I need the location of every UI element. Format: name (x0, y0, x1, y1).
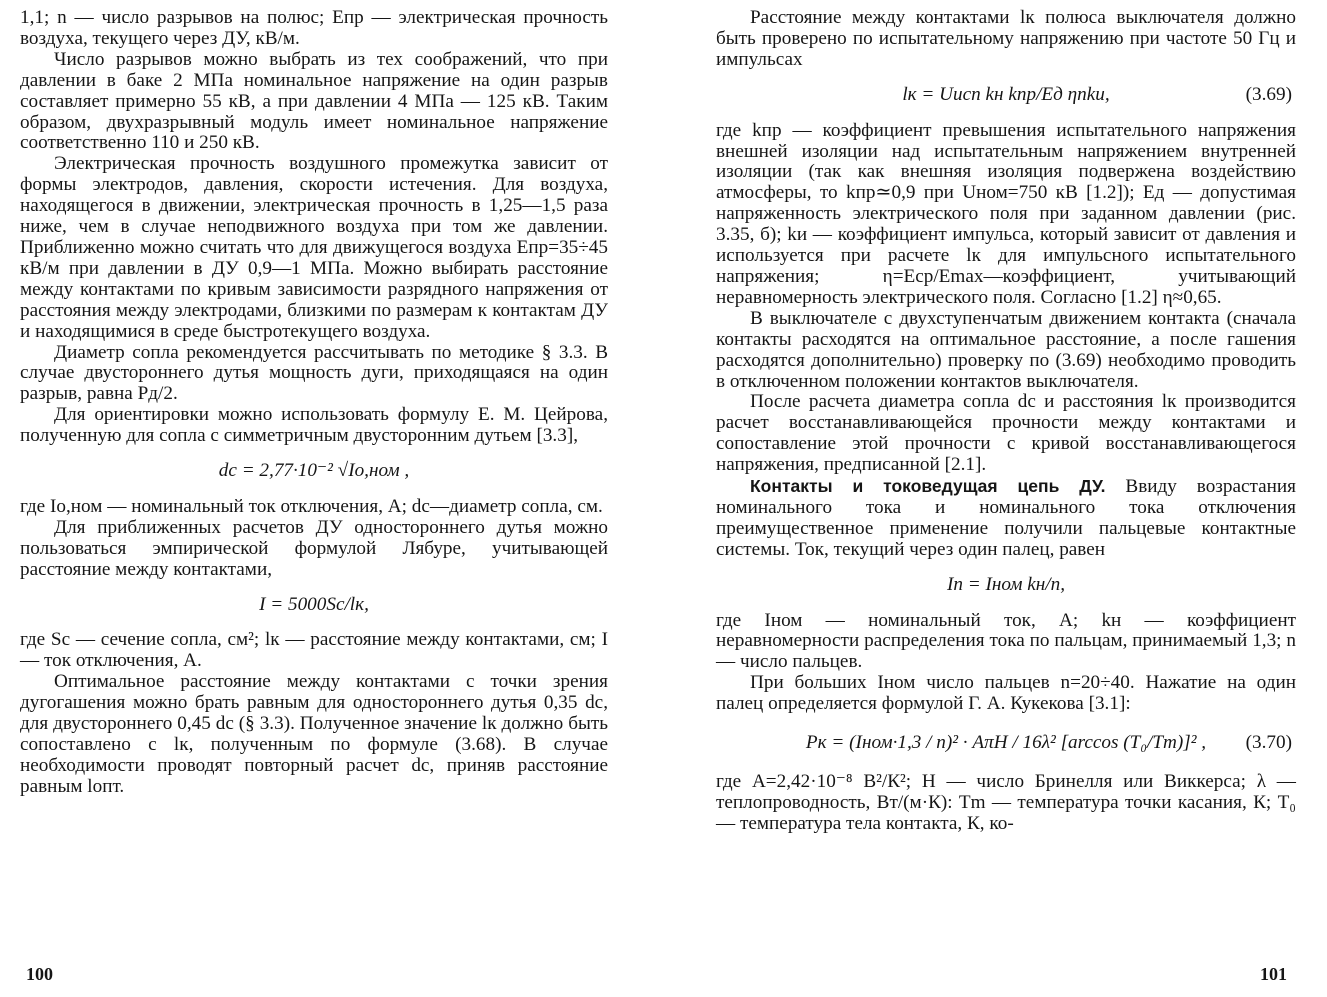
right-page-text (716, 8, 1296, 835)
paragraph: Для ориентировки можно использовать формулу Е. М. Цейрова, полученную для сопла с симметричным двусторонним дутьем [3.3], (20, 404, 608, 447)
formula-part-right: AπH / 16λ² [arccos (T₀/Tm)]² , (972, 732, 1207, 754)
formula-part-left: Pк = (Iном·1,3 / n)² · (805, 732, 968, 754)
equation-number: (3.70) (1245, 732, 1292, 754)
left-page-text (20, 8, 608, 798)
formula-nozzle-diameter: dс = 2,77·10⁻² √Iо,ном , (218, 460, 410, 482)
page-number: 100 (26, 964, 53, 985)
paragraph: Диаметр сопла рекомендуется рассчитывать по методике § 3.3. В случае двустороннего дутья мощность дуги, приходящаяся на один разрыв, равна Pд/2. (20, 341, 608, 405)
formula-labure: I = 5000Sс/lк, (259, 593, 369, 615)
paragraph (716, 476, 1296, 561)
paragraph: где A=2,42·10⁻⁸ В²/К²; H — число Бринелля или Виккерса; λ — теплопроводность, Вт/(м·К): Tm — температура точки касания, К; T₀ — температура тела контакта, К, ко- (716, 771, 1296, 834)
paragraph: Оптимальное расстояние между контактами с точки зрения дугогашения можно брать равным для одностороннего дутья 0,35 dс, для двустороннего 0,45 dс (§ 3.3). Полученное значение lк должно быть сопоставлено с lк, полученным по формуле (3.68). В случае необходимости проводят повторный расчет dс, приняв расстояние равным lопт. (20, 671, 608, 797)
paragraph: Для приближенных расчетов ДУ одностороннего дутья можно пользоваться эмпирической формулой Лябуре, учитывающей расстояние между контактами, (20, 516, 608, 580)
formula-finger-current: Iп = Iном kн/n, (946, 573, 1066, 595)
formula-3-69 (716, 85, 1296, 106)
section-heading: Контакты и токоведущая цепь ДУ. (750, 476, 1106, 497)
right-page (664, 8, 1327, 997)
paragraph: 1,1; n — число разрывов на полюс; Eпр — электрическая прочность воздуха, текущего через ДУ, кВ/м. (20, 7, 608, 49)
paragraph: Электрическая прочность воздушного промежутка зависит от формы электродов, давления, скорости истечения. Для воздуха, находящегося в движении, электрическая прочность в 1,25—1,5 раза ниже, чем в случае неподвижного воздуха при том же давлении. Приближенно можно считать что для движущегося воздуха Eпр=35÷45 кВ/м при давлении в ДУ 0,9—1 МПа. Можно выбирать расстояние между контактами по кривым зависимости разрядного напряжения от расстояния между электродами, близкими по размерам к контактам ДУ и находящимися в среде быстротекущего воздуха. (20, 153, 608, 342)
paragraph-text: Ввиду возрастания номинального тока и номинального тока отключения преимущественное применение получили пальцевые контактные системы. Ток, текущий через один палец, равен (716, 476, 1296, 560)
paragraph: После расчета диаметра сопла dс и расстояния lк производится расчет восстанавливающейся прочности между контактами и сопоставление этой прочности с кривой восстанавливающегося напряжения, предписанной [2.1]. (716, 391, 1296, 476)
paragraph: При больших Iном число пальцев n=20÷40. Нажатие на один палец определяется формулой Г. А. Кукекова [3.1]: (716, 672, 1296, 715)
page-number: 101 (1260, 964, 1287, 985)
paragraph: Расстояние между контактами lк полюса выключателя должно быть проверено по испытательному напряжению при частоте 50 Гц и импульсах (716, 7, 1296, 70)
paragraph: где Iном — номинальный ток, А; kн — коэффициент неравномерности распределения тока по пальцам, принимаемый 1,3; n — число пальцев. (716, 609, 1296, 673)
paragraph: где Sс — сечение сопла, см²; lк — расстояние между контактами, см; I — ток отключения, А. (20, 629, 608, 672)
paragraph: Число разрывов можно выбрать из тех соображений, что при давлении в баке 2 МПа номинальное напряжение на один разрыв составляет примерно 55 кВ, а при давлении 4 МПа — 125 кВ. Таким образом, двухразрывный модуль имеет номинальное напряжение соответственно 110 и 250 кВ. (20, 48, 608, 154)
paragraph: где Iо,ном — номинальный ток отключения, А; dс—диаметр сопла, см. (20, 495, 603, 517)
equation-number: (3.69) (1245, 83, 1292, 105)
paragraph: В выключателе с двухступенчатым движением контакта (сначала контакты расходятся на оптимальное расстояние, а после гашения расходятся дополнительно) проверку по (3.69) необходимо проводить в отключенном положении контактов выключателя. (716, 307, 1296, 392)
formula-3-70 (716, 733, 1296, 754)
paragraph: где kпр — коэффициент превышения испытательного напряжения внешней изоляции над испытательным напряжением внутренней изоляции (так как внешняя изоляция подвержена воздействию атмосферы, то kпр≃0,9 при Uном=750 кВ [1.2]); Eд — допустимая напряженность электрического поля при заданном давлении (рис. 3.35, б); kи — коэффициент импульса, который зависит от давления и используется при расчете lк для импульсного испытательного напряжения; η=Eср/Emax—коэффициент, учитывающий неравномерность электрического поля. Согласно [1.2] η≈0,65. (716, 119, 1296, 308)
formula-body: lк = Uисп kн kпр/Eд ηnkи, (902, 83, 1110, 105)
left-page (0, 8, 664, 997)
